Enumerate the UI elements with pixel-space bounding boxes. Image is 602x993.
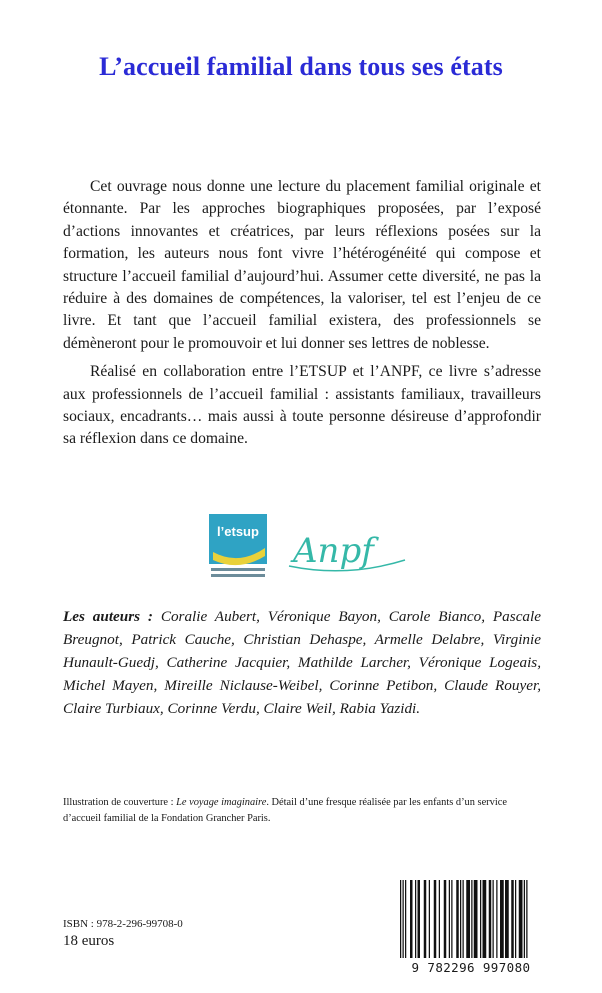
barcode-bar — [524, 880, 525, 958]
partner-logos — [0, 510, 602, 590]
authors-block — [63, 605, 541, 720]
barcode-bar — [456, 880, 459, 958]
barcode-bar — [429, 880, 430, 958]
authors-label: Les auteurs : — [63, 608, 153, 625]
barcode-bar — [519, 880, 523, 958]
barcode-bar — [400, 880, 401, 958]
barcode-bar — [463, 880, 464, 958]
description — [63, 176, 541, 457]
barcode-bar — [434, 880, 437, 958]
barcode-bar — [505, 880, 509, 958]
barcode-bar — [451, 880, 452, 958]
barcode-bar — [471, 880, 472, 958]
isbn: ISBN : 978-2-296-99708-0 — [63, 918, 183, 930]
barcode-bar — [493, 880, 494, 958]
illustration-credit — [63, 795, 533, 827]
barcode-bar — [418, 880, 421, 958]
barcode — [396, 880, 546, 964]
description-paragraph-2: Réalisé en collaboration entre l’ETSUP et l’ANPF, ce livre s’adresse aux professionnels de l’accueil familial : assistants familiaux, travailleurs sociaux, encadrants… mais aussi à toute personne désireuse d’approfondir sa réflexion dans ce domaine. — [63, 363, 541, 448]
etsup-logo-text: l’etsup — [217, 524, 259, 539]
anpf-logo — [287, 520, 407, 580]
barcode-bar — [439, 880, 440, 958]
book-title: L’accueil familial dans tous ses états — [99, 52, 503, 81]
barcode-bar — [515, 880, 516, 958]
barcode-bar — [474, 880, 478, 958]
barcode-bar — [489, 880, 492, 958]
anpf-logo-text: Anpf — [293, 531, 374, 571]
barcode-bar — [410, 880, 413, 958]
barcode-bar — [466, 880, 470, 958]
etsup-logo — [209, 514, 267, 582]
illustration-suffix: . Détail d’une fresque réalisée par les enfants d’un service d’accueil familial de la Fondation Grancher Paris. — [63, 797, 507, 824]
description-paragraph-1: Cet ouvrage nous donne une lecture du placement familial originale et étonnante. Par les approches biographiques proposées, par l’exposé d’actions innovantes et créatrices, par leurs réflexions posées sur la formation, les auteurs nous font vivre l’hétérogénéité qui compose et structure l’accueil familial d’aujourd’hui. Assumer cette diversité, ne pas la réduire à des domaines de compétences, la valoriser, tel est l’enjeu de ce livre. Et tant que l’accueil familial existera, des professionnels se démèneront pour le promouvoir et lui donner ses lettres de noblesse. — [63, 178, 541, 352]
barcode-bar — [449, 880, 450, 958]
illustration-prefix: Illustration de couverture : — [63, 797, 177, 808]
barcode-bar — [526, 880, 527, 958]
barcode-bar — [496, 880, 497, 958]
barcode-bar — [511, 880, 514, 958]
price: 18 euros — [63, 933, 115, 949]
barcode-bar — [424, 880, 427, 958]
barcode-bar — [500, 880, 504, 958]
barcode-digits: 9 782296 997080 — [411, 960, 531, 975]
authors-names: Coralie Aubert, Véronique Bayon, Carole Bianco, Pascale Breugnot, Patrick Cauche, Christian Dehaspe, Armelle Delabre, Virginie Hunault-Guedj, Catherine Jacquier, Mathilde Larcher, Véronique Logeais, Michel Mayen, Mireille Niclause-Weibel, Corinne Petibon, Claude Rouyer, Claire Turbiaux, Corinne Verdu, Claire Weil, Rabia Yazidi. — [63, 608, 541, 717]
barcode-bar — [483, 880, 487, 958]
barcode-bar — [460, 880, 461, 958]
barcode-bar — [480, 880, 481, 958]
barcode-bar — [403, 880, 404, 958]
barcode-bar — [405, 880, 406, 958]
barcode-bar — [415, 880, 416, 958]
illustration-work-title: Le voyage imaginaire — [176, 797, 267, 808]
barcode-bar — [444, 880, 447, 958]
